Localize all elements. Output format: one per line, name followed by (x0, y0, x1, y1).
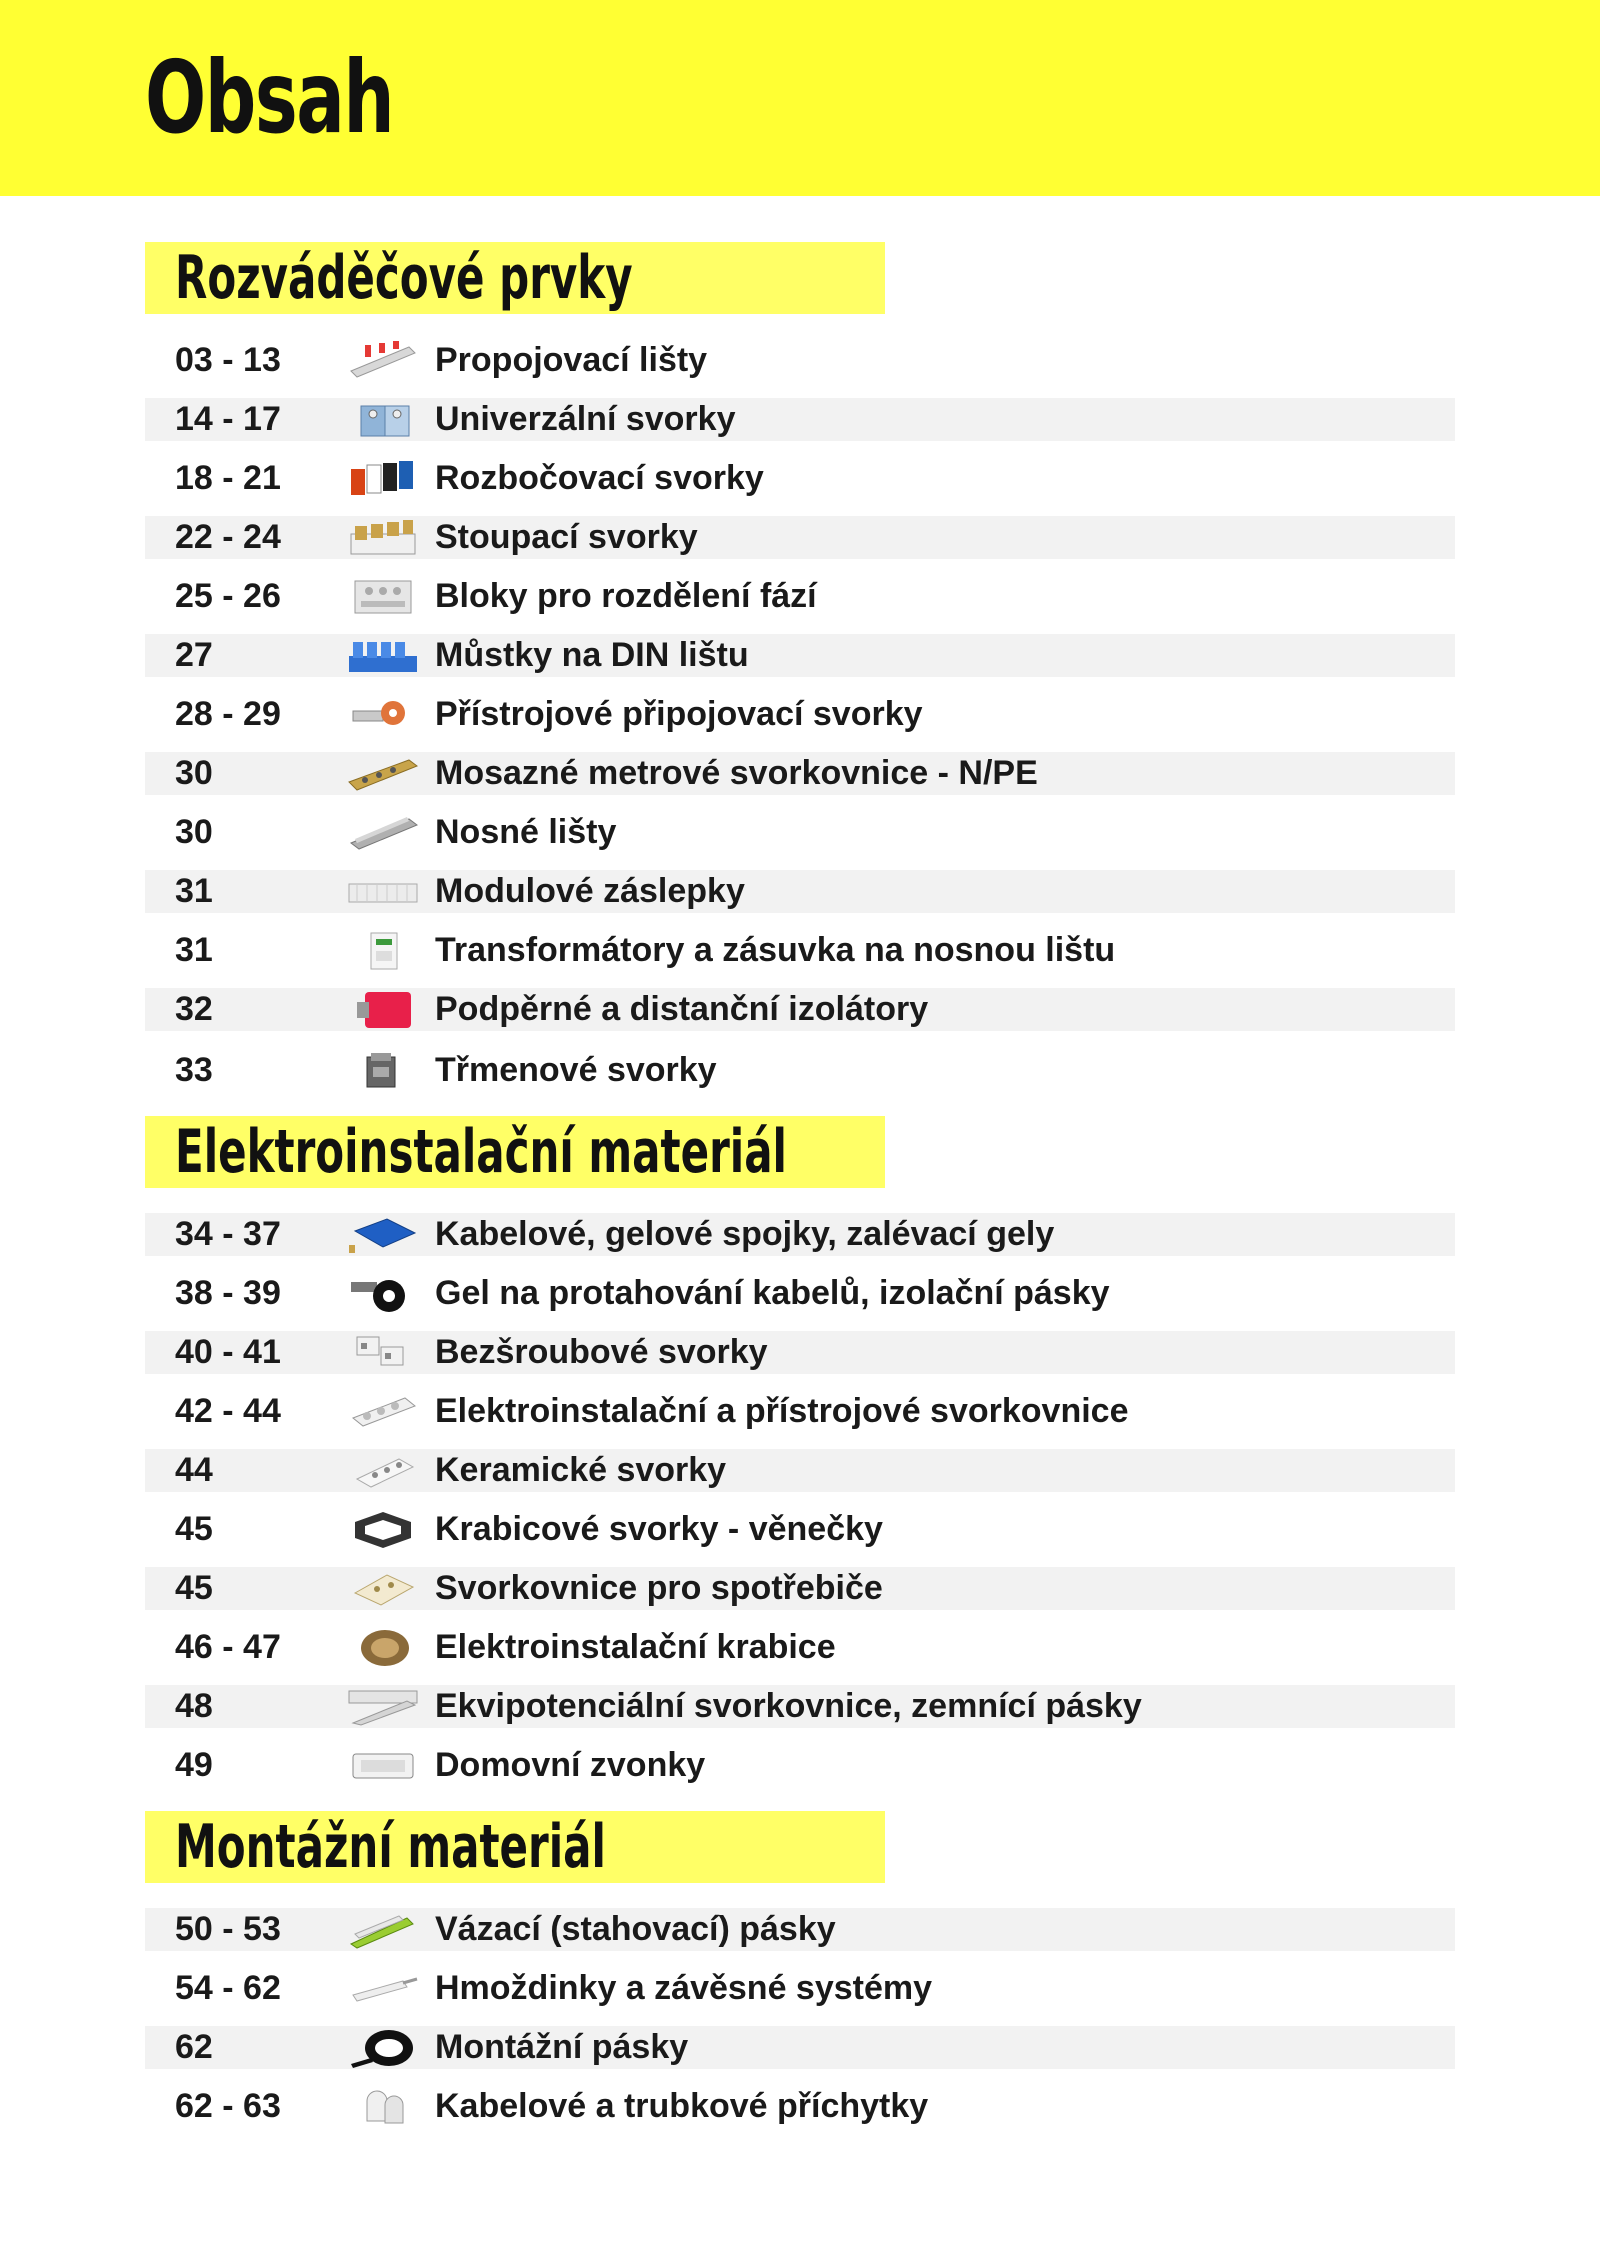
section-title: Elektroinstalační materiál (175, 1117, 787, 1187)
toc-label: Elektroinstalační a přístrojové svorkovnice (435, 1392, 1129, 1430)
toc-row[interactable] (145, 1213, 1455, 1256)
box-terminal-icon (347, 1510, 419, 1550)
mounting-tape-icon (347, 2028, 419, 2068)
busbar-icon (347, 341, 419, 381)
toc-pages: 50 - 53 (175, 1910, 281, 1948)
toc-pages: 31 (175, 872, 213, 910)
toc-label: Elektroinstalační krabice (435, 1628, 836, 1666)
toc-label: Krabicové svorky - věnečky (435, 1510, 883, 1548)
din-bridge-icon (347, 636, 419, 676)
toc-row[interactable] (145, 2026, 1455, 2069)
toc-label: Ekvipotenciální svorkovnice, zemnící pásky (435, 1687, 1142, 1725)
transformer-icon (347, 931, 419, 971)
toc-row[interactable] (145, 1685, 1455, 1728)
toc-label: Třmenové svorky (435, 1051, 717, 1089)
toc-label: Bloky pro rozdělení fází (435, 577, 817, 615)
cable-clip-icon (347, 2087, 419, 2127)
doorbell-icon (347, 1746, 419, 1786)
toc-label: Nosné lišty (435, 813, 617, 851)
toc-label: Vázací (stahovací) pásky (435, 1910, 836, 1948)
insulator-icon (347, 990, 419, 1030)
toc-row[interactable] (145, 1744, 1455, 1787)
brass-terminal-strip-icon (347, 754, 419, 794)
toc-label: Propojovací lišty (435, 341, 708, 379)
toc-label: Bezšroubové svorky (435, 1333, 768, 1371)
toc-pages: 49 (175, 1746, 213, 1784)
toc-pages: 34 - 37 (175, 1215, 281, 1253)
toc-row[interactable] (145, 1908, 1455, 1951)
toc-row[interactable] (145, 575, 1455, 618)
toc-row[interactable] (145, 752, 1455, 795)
page-title: Obsah (145, 39, 394, 156)
toc-pages: 03 - 13 (175, 341, 281, 379)
toc-pages: 62 - 63 (175, 2087, 281, 2125)
equipotential-bar-icon (347, 1687, 419, 1727)
wall-plug-icon (347, 1969, 419, 2009)
ceramic-terminal-icon (347, 1451, 419, 1491)
junction-box-icon (347, 1628, 419, 1668)
screwless-terminal-icon (347, 1333, 419, 1373)
toc-row[interactable] (145, 1390, 1455, 1433)
distribution-terminal-icon (347, 459, 419, 499)
toc-label: Přístrojové připojovací svorky (435, 695, 923, 733)
toc-label: Domovní zvonky (435, 1746, 706, 1784)
terminal-block-icon (347, 1392, 419, 1432)
toc-pages: 44 (175, 1451, 213, 1489)
toc-row[interactable] (145, 693, 1455, 736)
toc-row[interactable] (145, 634, 1455, 677)
toc-pages: 54 - 62 (175, 1969, 281, 2007)
toc-pages: 30 (175, 754, 213, 792)
toc-label: Montážní pásky (435, 2028, 689, 2066)
appliance-terminal-icon (347, 1569, 419, 1609)
toc-row[interactable] (145, 457, 1455, 500)
phase-block-icon (347, 577, 419, 617)
toc-row[interactable] (145, 811, 1455, 854)
toc-label: Hmoždinky a závěsné systémy (435, 1969, 933, 2007)
rising-terminal-icon (347, 518, 419, 558)
section-header-elektroinstalacni-material (145, 1116, 885, 1188)
toc-row[interactable] (145, 870, 1455, 913)
toc-label: Transformátory a zásuvka na nosnou lištu (435, 931, 1116, 969)
toc-pages: 62 (175, 2028, 213, 2066)
din-rail-icon (347, 813, 419, 853)
toc-label: Kabelové a trubkové příchytky (435, 2087, 929, 2125)
section-header-montazni-material (145, 1811, 885, 1883)
toc-pages: 31 (175, 931, 213, 969)
section-title: Rozváděčové prvky (175, 243, 633, 313)
device-terminal-icon (347, 695, 419, 735)
toc-row[interactable] (145, 1508, 1455, 1551)
toc-label: Keramické svorky (435, 1451, 727, 1489)
page-header (0, 0, 1600, 196)
toc-row[interactable] (145, 1567, 1455, 1610)
insulating-tape-icon (347, 1274, 419, 1314)
toc-row[interactable] (145, 1272, 1455, 1315)
toc-row[interactable] (145, 1967, 1455, 2010)
toc-pages: 14 - 17 (175, 400, 281, 438)
toc-row[interactable] (145, 1449, 1455, 1492)
toc-pages: 42 - 44 (175, 1392, 281, 1430)
toc-pages: 27 (175, 636, 213, 674)
toc-row[interactable] (145, 1331, 1455, 1374)
toc-pages: 46 - 47 (175, 1628, 281, 1666)
toc-row[interactable] (145, 398, 1455, 441)
toc-row[interactable] (145, 929, 1455, 972)
toc-label: Svorkovnice pro spotřebiče (435, 1569, 883, 1607)
toc-label: Mosazné metrové svorkovnice - N/PE (435, 754, 1038, 792)
toc-pages: 32 (175, 990, 213, 1028)
toc-label: Univerzální svorky (435, 400, 736, 438)
toc-row[interactable] (145, 339, 1455, 382)
toc-pages: 33 (175, 1051, 213, 1089)
toc-pages: 28 - 29 (175, 695, 281, 733)
toc-pages: 40 - 41 (175, 1333, 281, 1371)
toc-row[interactable] (145, 516, 1455, 559)
toc-pages: 18 - 21 (175, 459, 281, 497)
toc-row[interactable] (145, 1049, 1455, 1092)
clamp-terminal-icon (347, 1051, 419, 1091)
toc-row[interactable] (145, 988, 1455, 1031)
toc-pages: 22 - 24 (175, 518, 281, 556)
toc-label: Stoupací svorky (435, 518, 698, 556)
toc-label: Můstky na DIN lištu (435, 636, 749, 674)
toc-label: Rozbočovací svorky (435, 459, 764, 497)
toc-pages: 48 (175, 1687, 213, 1725)
toc-label: Gel na protahování kabelů, izolační pásky (435, 1274, 1110, 1312)
toc-pages: 45 (175, 1510, 213, 1548)
toc-row[interactable] (145, 2085, 1455, 2128)
toc-label: Kabelové, gelové spojky, zalévací gely (435, 1215, 1055, 1253)
section-title: Montážní materiál (175, 1812, 606, 1882)
universal-terminal-icon (347, 400, 419, 440)
toc-label: Podpěrné a distanční izolátory (435, 990, 929, 1028)
toc-pages: 38 - 39 (175, 1274, 281, 1312)
toc-pages: 45 (175, 1569, 213, 1607)
toc-row[interactable] (145, 1626, 1455, 1669)
section-header-rozvadecove-prvky (145, 242, 885, 314)
gel-joint-icon (347, 1215, 419, 1255)
toc-pages: 25 - 26 (175, 577, 281, 615)
toc-label: Modulové záslepky (435, 872, 745, 910)
toc-pages: 30 (175, 813, 213, 851)
blanking-plate-icon (347, 872, 419, 912)
cable-tie-icon (347, 1910, 419, 1950)
